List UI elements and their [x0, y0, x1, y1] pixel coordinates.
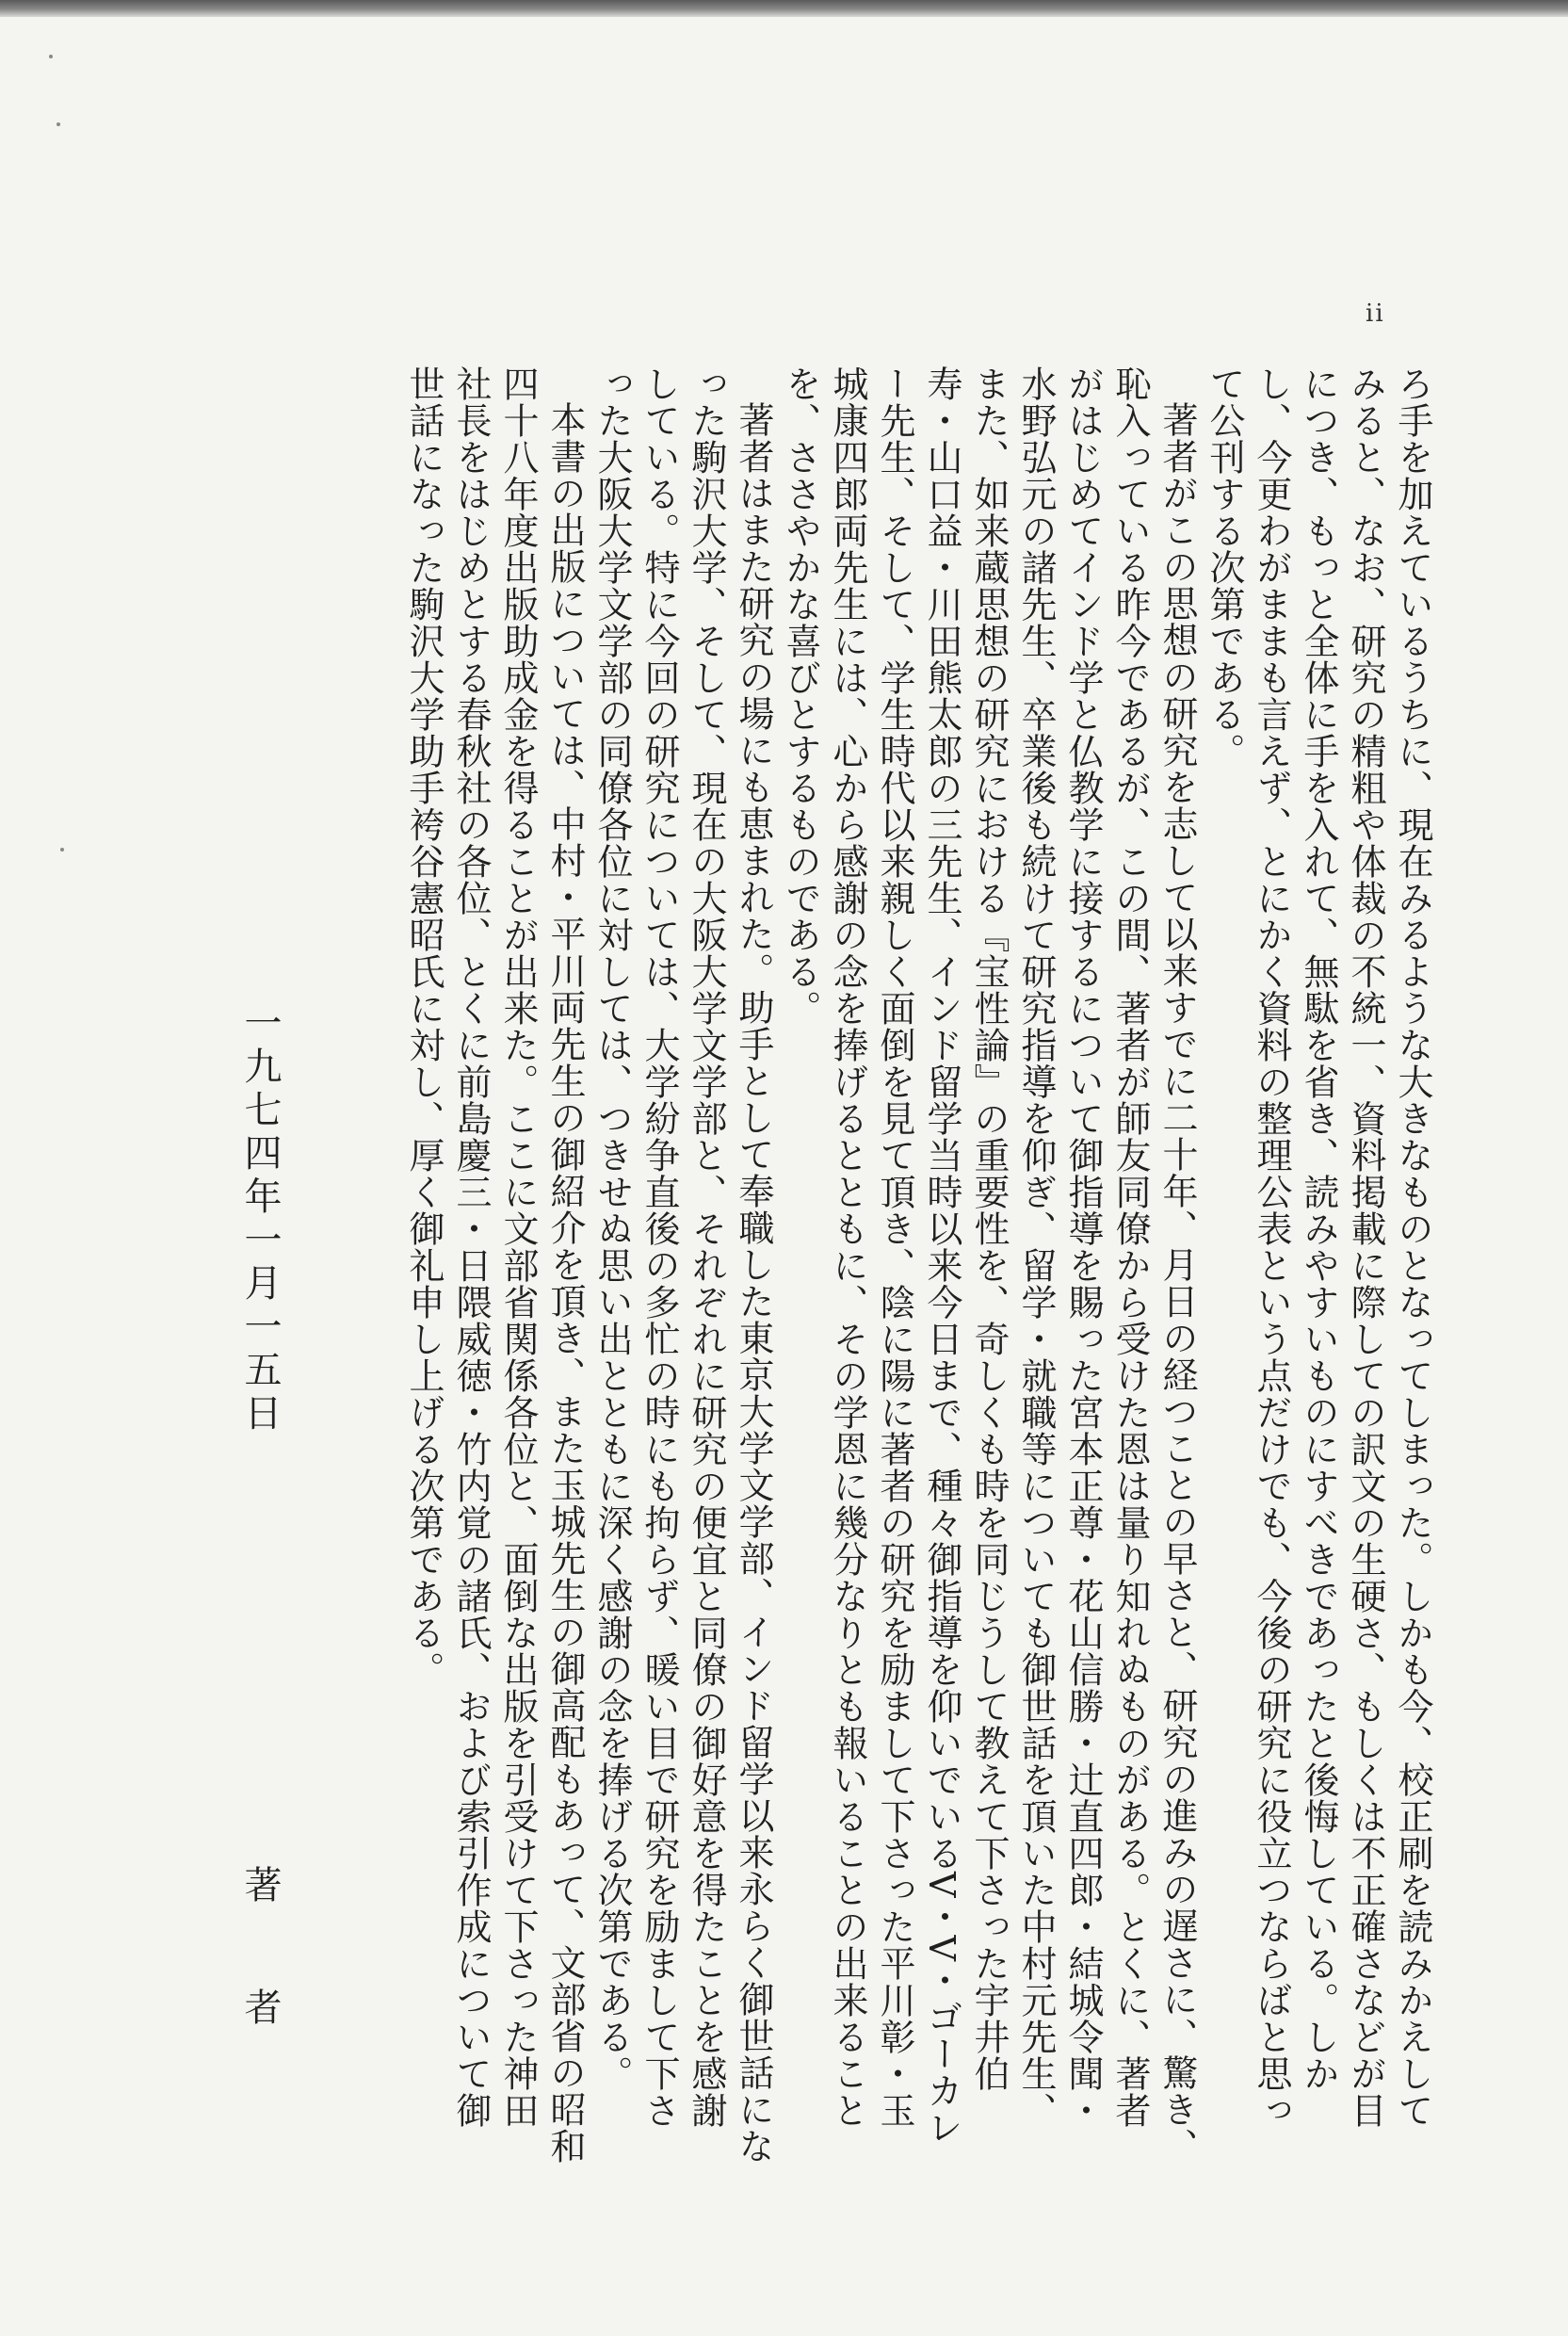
scan-speck — [60, 848, 64, 852]
page-number: ii — [1366, 300, 1385, 328]
scan-speck — [49, 55, 53, 58]
paragraph: ろ手を加えているうちに、現在みるような大きなものとなってしまった。しかも今、校正刷を読みかえしてみると、なお、研究の精粗や体裁の不統一、資料掲載に際しての訳文の生硬さ、もしくは不正確さなどが目につき、もっと全体に手を入れて、無駄を省き、読みやすいものにすべきであったと後悔している。しかし、今更わがままも言えず、とにかく資料の整理公表という点だけでも、今後の研究に役立つならばと思って公刊する次第である。 — [1204, 365, 1433, 2129]
scan-speck — [57, 122, 60, 126]
paragraph: 著者はまた研究の場にも恵まれた。助手として奉職した東京大学文学部、インド留学以来永らく御世話になった駒沢大学、そして、現在の大阪大学文学部と、それぞれに研究の便宜と同僚の御好意を得たことを感謝している。特に今回の研究については、大学紛争直後の多忙の時にも拘らず、暖い目で研究を励まして下さった大阪大学文学部の同僚各位に対しては、つきせぬ思い出とともに深く感謝の念を捧げる次第である。 — [591, 365, 774, 2165]
preface-body — [400, 365, 1436, 2165]
date-line: 一九七四年一月一五日 — [238, 1003, 282, 1436]
author-signature: 著者 — [238, 1865, 282, 2110]
scan-border — [0, 0, 1568, 17]
paragraph: 本書の出版については、中村・平川両先生の御紹介を頂き、また玉城先生の御高配もあって、文部省の昭和四十八年度出版助成金を得ることが出来た。ここに文部省関係各位と、面倒な出版を引受けて下さった神田社長をはじめとする春秋社の各位、とくに前島慶三・日隈威徳・竹内覚の諸氏、および索引作成について御世話になった駒沢大学助手袴谷憲昭氏に対し、厚く御礼申し上げる次第である。 — [403, 365, 586, 2165]
paragraph: 著者がこの思想の研究を志して以来すでに二十年、月日の経つことの早さと、研究の進みの遅さに、驚き、恥入っている昨今であるが、この間、著者が師友同僚から受けた恩は量り知れぬものがある。とくに、著者がはじめてインド学と仏教学に接するについて御指導を賜った宮本正尊・花山信勝・辻直四郎・結城令聞・水野弘元の諸先生、卒業後も続けて研究指導を仰ぎ、留学・就職等についても御世話を頂いた中村元先生、また、如来蔵思想の研究における『宝性論』の重要性を、奇しくも時を同じうして教えて下さった宇井伯寿・山口益・川田熊太郎の三先生、インド留学当時以来今日まで、種々御指導を仰いでいるV・V・ゴーカレー先生、そして、学生時代以来親しく面倒を見て頂き、陰に陽に著者の研究を励まして下さった平川彰・玉城康四郎両先生には、心から感謝の念を捧げるとともに、その学恩に幾分なりとも報いることの出来ることを、ささやかな喜びとするものである。 — [780, 365, 1198, 2165]
